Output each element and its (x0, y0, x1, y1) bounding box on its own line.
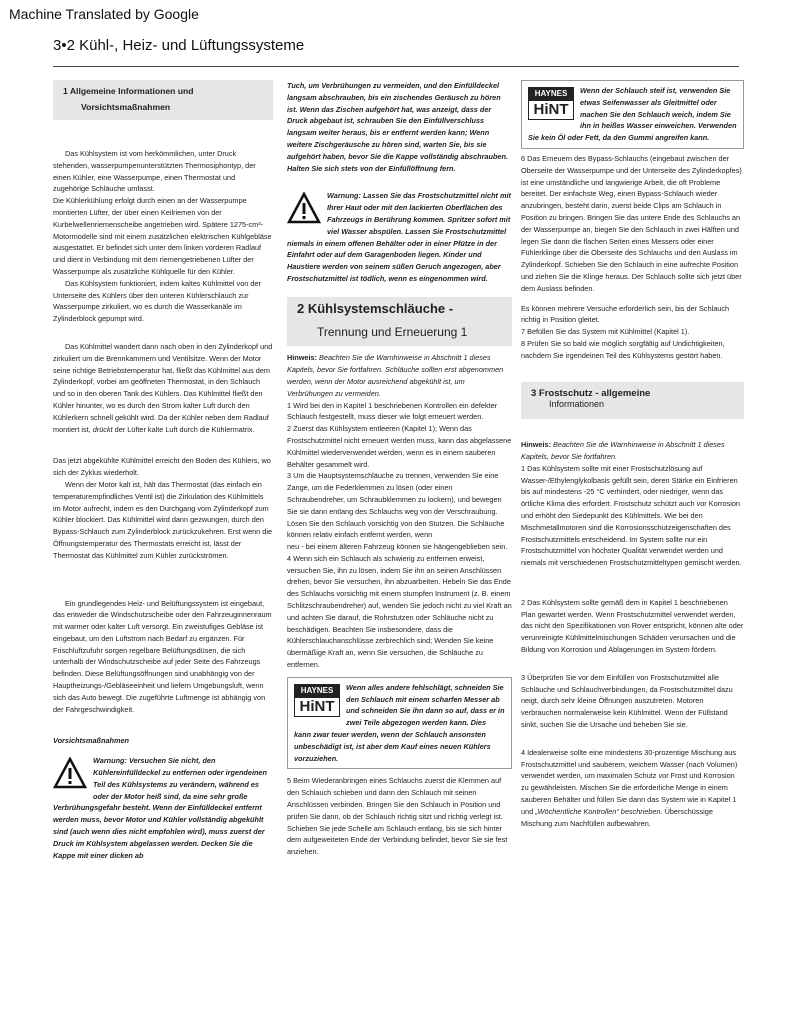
paragraph: Ein grundlegendes Heiz- und Belüftungssystem ist eingebaut, das entweder die Windschutzscheibe oder den Fahrzeuginnenraum mit warmer oder kalter Luft versorgt. Ein zweistufiges Gebläse ist eingebaut, um den Luftstrom nach Bedarf zu ergänzen. Für Frischluftzufuhr sorgen regelbare Belüftungsdüsen, die sich unterhalb der Windschutzscheibe auf jeder Seite des Fahrzeugs befinden. Diese Belüftungsöffnungen sind unabhängig von der Hauptheizungs-/Gebläseeinheit und liefern Umgebungsluft, wenn sich das Auto bewegt. Die zugeführte Luftmenge ist abhängig von der Fahrgeschwindigkeit. (53, 598, 272, 714)
warning-block: Warnung: Lassen Sie das Frostschutzmittel nicht mit Ihrer Haut oder mit den lackierten Oberflächen des Fahrzeugs in Berührung kommen. Spritzer sofort mit viel Wasser abspülen. Lassen Sie Frostschutzmittel niemals in einem offenen Behälter oder in einer Pfütze in der Einfahrt oder auf dem Garagenboden liegen. Kinder und Haustiere werden von seinem süßen Geruch angezogen, aber Frostschutzmittel ist tödlich, wenn es eingenommen wird. (287, 191, 511, 283)
paragraph: Das Kühlsystem funktioniert, indem kaltes Kühlmittel von der Unterseite des Kühlers über den unteren Kühlerschlauch zur Wasserpumpe zirkuliert, wo es durch die Wasserkanäle im Zylinderblock gepumpt wird. (53, 278, 261, 324)
paragraph: Tuch, um Verbrühungen zu vermeiden, und den Einfülldeckel langsam abschrauben, bis ein zischendes Geräusch zu hören ist. Wenn das Zischen aufgehört hat, was anzeigt, dass der Druck abgebaut ist, schrauben Sie den Einfüllverschluss langsam weiter heraus, bis er entfernt werden kann; Wenn weitere Zischgeräusche zu hören sind, warten Sie, bis sie aufgehört haben, bevor Sie die Kappe vollständig abschrauben. Halten Sie sich stets von der Einfüllöffnung fern. (287, 81, 508, 173)
paragraph: Das Kühlmittel wandert dann nach oben in den Zylinderkopf und zirkuliert um die Brennkammern und Ventilsitze. Wenn der Motor seine richtige Betriebstemperatur hat, fließt das Kühlmittel aus dem Zylinderkopf, vorbei am geöffneten Thermostat, in den Schlauch und so in den oberen Tank des Kühlers. Das Kühlmittel fließt den Kühler hinunter, wo es durch den Strom kalter Luft durch den Kühlerkern schnell gekühlt wird. Da der Kühler neben dem Radlauf montiert ist, drückt der Lüfter kalte Luft durch die Kühlermatrix. (53, 341, 273, 434)
section-1-heading: 1 Allgemeine Informationen und Vorsichtsmaßnahmen (53, 80, 273, 120)
step: 8 Prüfen Sie so bald wie möglich sorgfältig auf Undichtigkeiten, nachdem Sie irgendeinen Teil des Kühlsystems gestört haben. (521, 338, 725, 360)
haynes-hint-logo: HAYNES HiNT (528, 87, 574, 120)
section-2-heading: 2 Kühlsystemschläuche - Trennung und Erneuerung 1 (287, 297, 512, 347)
paragraph: Die Kühlerkühlung erfolgt durch einen an der Wasserpumpe montierten Lüfter, der über einen Keilriemen von der Kurbelwellenriemenscheibe angetrieben wird. Spätere 1275-cm³-Motormodelle sind mit einem zusätzlichen elektrischen Kühlgebläse ausgestattet. Er befindet sich unter dem linken vorderen Radlauf und dient in Verbindung mit dem riemengetriebenen Lüfter der Wasserpumpe als zusätzliche Kühlquelle für den Kühler. (53, 196, 272, 276)
machine-translation-banner: Machine Translated by Google (9, 6, 199, 22)
section-3-heading: 3 Frostschutz - allgemeine Informationen (521, 382, 744, 420)
haynes-hint-block: HAYNES HiNT Wenn alles andere fehlschlägt, schneiden Sie den Schlauch mit einem scharfen Messer ab und schneiden Sie ihn dann so auf, dass er in zwei Teile abgezogen werden kann. Dies kann zwar teuer werden, wenn der Schlauch ansonsten unbeschädigt ist, ist aber dem Kauf eines neuen Kühlers vorzuziehen. (287, 677, 512, 770)
step: 1 Das Kühlsystem sollte mit einer Frostschutzlösung auf Wasser-/Ethylenglykolbasis gefüllt sein, deren Stärke ein Einfrieren bis auf mindestens -25 °C verhindert, oder niedriger, wenn das örtliche Klima dies erfordert. Frostschutz schützt auch vor Korrosion und erhöht den Siedepunkt des Kühlmittels. Wie bei den Mischmetallmotoren sind die Korrosionsschutzeigenschaften des Frostschutzmittels entscheidend. Im System sollte nur ein Frostschutzmittel von höchster Qualität verwendet werden und niemals mit verschiedenen Frostschutzmitteltypen gemischt werden. (521, 463, 742, 568)
step: neu - bei einem älteren Fahrzeug können sie hängengeblieben sein. (287, 542, 508, 552)
warning-triangle-icon (287, 192, 321, 224)
step: 7 Befüllen Sie das System mit Kühlmittel (Kapitel 1). (521, 327, 690, 337)
step: 1 Wird bei den in Kapitel 1 beschriebenen Kontrollen ein defekter Schlauch festgestellt, muss dieser wie folgt erneuert werden. (287, 400, 498, 422)
step: 4 Wenn sich ein Schlauch als schwierig zu entfernen erweist, versuchen Sie, ihn zu lösen, indem Sie ihn an seinen Anschlüssen drehen, bevor Sie versuchen, ihn abzuarbeiten. Hebeln Sie das Ende des Schlauchs vorsichtig mit einem stumpfen Instrument (z. B. einem Schlitzschraubendreher) auf, wenden Sie jedoch nicht zu viel Kraft an und achten Sie darauf, die Rohrstutzen oder Schläuche nicht zu beschädigen. Beachten Sie insbesondere, dass die Kühlerschlauchanschlüsse zerbrechlich sind; Wenden Sie keine übermäßige Kraft an, wenn Sie versuchen, die Schläuche zu entfernen. (287, 553, 512, 670)
step: 5 Beim Wiederanbringen eines Schlauchs zuerst die Klemmen auf den Schlauch schieben und dann den Schlauch mit seinen Anschlüssen verbinden. Bringen Sie den Schlauch in Position und prüfen Sie dann, ob der Schlauch richtig sitzt und richtig verlegt ist. Schieben Sie jede Schelle am Schlauch entlang, bis sie sich hinter dem aufgeweiteten Ende der Verbindung befindet, bevor Sie sie fest anziehen. (287, 776, 508, 857)
warning-triangle-icon (53, 757, 87, 789)
column-2 (287, 80, 512, 858)
note: Hinweis: Beachten Sie die Warnhinweise in Abschnitt 1 dieses Kapitels, bevor Sie fortfahren. Schläuche sollten erst abgenommen werden, wenn der Motor ausreichend abgekühlt ist, um Verbrühungen zu vermeiden. (287, 353, 504, 398)
haynes-hint-block: HAYNES HiNT Wenn der Schlauch steif ist, verwenden Sie etwas Seifenwasser als Gleitmittel oder machen Sie den Schlauch weich, indem Sie ihn in heißes Wasser einweichen. Verwenden Sie kein Öl oder Fett, da den Gummi angreifen kann. (521, 80, 744, 149)
step: 6 Das Erneuern des Bypass-Schlauchs (eingebaut zwischen der Oberseite der Wasserpumpe und der Unterseite des Zylinderkopfes) ist eine umständliche und langwierige Arbeit, die oft Probleme bereitet. Der einfachste Weg, einen Bypass-Schlauch wieder anzubringen, besteht darin, zuerst beide Clips am Schlauch in Position zu bringen. Bringen Sie das untere Ende des Schlauchs an der Wasserpumpe an, biegen Sie den Schlauch in zwei Hälften und legen Sie dann die flachen Seiten eines Messers oder einer Fühlerklinge über die Oberseite des Schlauchs und den Auslass im Zylinderkopf. Schieben Sie den Schlauch in eine aufrechte Position und ziehen Sie die Klinge heraus. Der Schlauch sollte sich jetzt über dem Auslass befinden. (521, 153, 742, 293)
step: 3 Überprüfen Sie vor dem Einfüllen von Frostschutzmittel alle Schläuche und Schlauchverbindungen, da Frostschutzmittel dazu neigt, durch sehr kleine Öffnungen auszutreten. Motoren verbrauchen normalerweise kein Kühlmittel. Wenn der Füllstand sinkt, suchen Sie die Ursache und beheben Sie sie. (521, 672, 733, 730)
paragraph: Das jetzt abgekühlte Kühlmittel erreicht den Boden des Kühlers, wo sich der Zyklus wiederholt. (53, 456, 271, 478)
step: 2 Zuerst das Kühlsystem entleeren (Kapitel 1); Wenn das Frostschutzmittel nicht erneuert werden muss, kann das abgelassene Kühlmittel wiederverwendet werden, wenn es in einem sauberen Behälter gesammelt wird. (287, 424, 512, 469)
note: Hinweis: Beachten Sie die Warnhinweise in Abschnitt 1 dieses Kapitels, bevor Sie fortfahren. (521, 440, 725, 461)
haynes-hint-logo: HAYNES HiNT (294, 684, 340, 717)
paragraph: Das Kühlsystem ist vom herkömmlichen, unter Druck stehenden, wasserpumpenunterstützten Thermosiphontyp, der einen Kühler, eine Wasserpumpe, einen Thermostat und zugehörige Schläuche umfasst. (53, 149, 256, 194)
header-rule (53, 66, 739, 67)
paragraph: Wenn der Motor kalt ist, hält das Thermostat (das einfach ein temperaturempfindliches Ventil ist) die Zirkulation des Kühlmittels im Motor aufrecht, indem es den Durchgang vom Zylinderkopf zum Kühler blockiert. Das Kühlmittel wird dann gezwungen, durch den Bypass-Schlauch zum Zylinderblock zurückzukehren. Erst wenn die Öffnungstemperatur des Thermostats erreicht ist, lässt der Thermostat das Kühlmittel zum Kühler zurückströmen. (53, 479, 273, 560)
precautions-heading: Vorsichtsmaßnahmen (53, 736, 129, 746)
page-title: 3•2 Kühl-, Heiz- und Lüftungssysteme (53, 37, 305, 54)
column-1 (53, 80, 273, 861)
column-3 (521, 80, 744, 829)
step: 4 Idealerweise sollte eine mindestens 30-prozentige Mischung aus Frostschutzmittel und sauberem, weichem Wasser (nach Volumen) verwendet werden, um maximalen Schutz vor Frost und Korrosion zu gewährleisten. Mischen Sie die erforderliche Menge in einem sauberen Behälter und füllen Sie dann das System wie in Kapitel 1 und „Wöchentliche Kontrollen“ beschrieben. Überschüssige Mischung zum Nachfüllen aufbewahren. (521, 747, 738, 828)
step: 3 Um die Hauptsystemschläuche zu trennen, verwenden Sie eine Zange, um die Federklemmen zu lösen (oder einen Schraubendreher, um Schraubklemmen zu lockern), und bewegen Sie sie dann entlang des Schlauchs weg von der Verschraubung. Lösen Sie den Schlauch vorsichtig von den Stutzen. Die Schläuche können relativ einfach entfernt werden, wenn (287, 471, 505, 540)
step: 2 Das Kühlsystem sollte gemäß dem in Kapitel 1 beschriebenen Plan gewartet werden. Wenn Frostschutzmittel verwendet werden, das nicht den Spezifikationen von Rover entspricht, können alte oder verunreinigte Kühlmittelmischungen Schäden verursachen und die Bildung von Korrosion und Ablagerungen im System fördern. (521, 597, 744, 655)
paragraph: Es können mehrere Versuche erforderlich sein, bis der Schlauch richtig in Position gleitet. (521, 303, 730, 325)
warning-block: Warnung: Versuchen Sie nicht, den Kühlereinfülldeckel zu entfernen oder irgendeinen Teil des Kühlsystems zu verändern, während es oder der Motor heiß sind, da eine sehr große Verbrühungsgefahr besteht. Wenn der Einfülldeckel entfernt werden muss, bevor Motor und Kühler vollständig abgekühlt sind (auch wenn dies nicht empfohlen wird), muss zuerst der Druck im Kühlsystem abgelassen werden. Decken Sie die Kappe mit einer dicken ab (53, 756, 267, 860)
